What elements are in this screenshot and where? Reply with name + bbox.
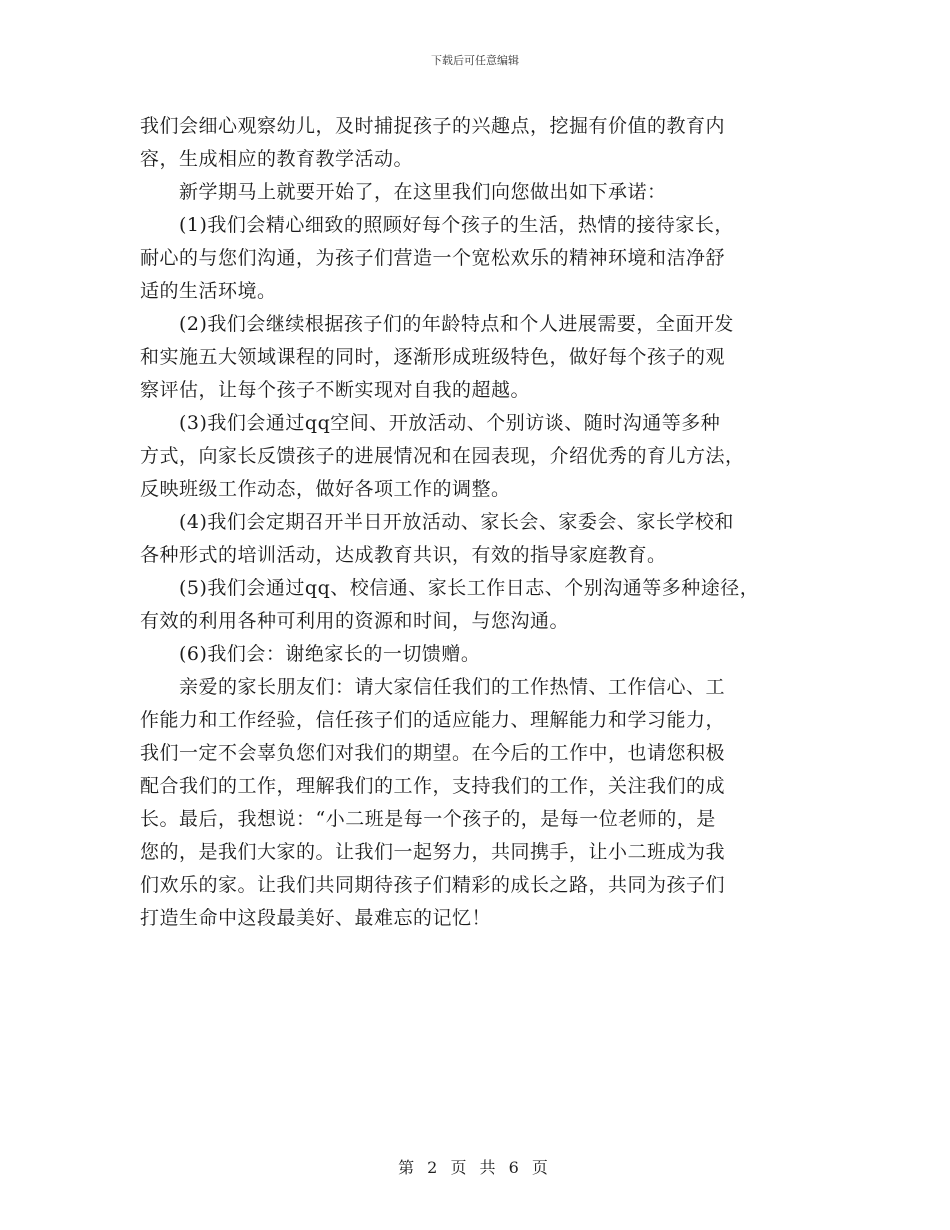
page-footer: 第 2 页 共 6 页 bbox=[398, 1158, 552, 1177]
paragraph-5: (3)我们会通过qq空间、开放活动、个别访谈、随时沟通等多种 方式，向家长反馈孩子的进展情况和在园表现，介绍优秀的育儿方法， 反映班级工作动态，做好各项工作的调整。 bbox=[140, 412, 745, 500]
document-body bbox=[140, 110, 830, 935]
paragraph-2: 新学期马上就要开始了，在这里我们向您做出如下承诺： bbox=[140, 181, 667, 203]
paragraph-6: (4)我们会定期召开半日开放活动、家长会、家委会、家长学校和 各种形式的培训活动，达成教育共识，有效的指导家庭教育。 bbox=[140, 511, 734, 566]
page-header: 下载后可任意编辑 bbox=[431, 54, 519, 67]
paragraph-9: 亲爱的家长朋友们：请大家信任我们的工作热情、工作信心、工 作能力和工作经验，信任孩子们的适应能力、理解能力和学习能力， 我们一定不会辜负您们对我们的期望。在今后的工作中，也请您积极 配合我们的工作，理解我们的工作，支持我们的工作，关注我们的成 长。最后，我想说：“小二班是每一个孩子的，是每一位老师的，是 您的，是我们大家的。让我们一起努力，共同携手，让小二班成为我 们欢乐的家。让我们共同期待孩子们精彩的成长之路，共同为孩子们 打造生命中这段最美好、最难忘的记忆！ bbox=[140, 676, 726, 929]
paragraph-8: (6)我们会：谢绝家长的一切馈赠。 bbox=[140, 643, 481, 665]
paragraph-3: (1)我们会精心细致的照顾好每个孩子的生活，热情的接待家长， 耐心的与您们沟通，为孩子们营造一个宽松欢乐的精神环境和洁净舒 适的生活环境。 bbox=[140, 214, 734, 302]
paragraph-4: (2)我们会继续根据孩子们的年龄特点和个人进展需要，全面开发 和实施五大领域课程的同时，逐渐形成班级特色，做好每个孩子的观 察评估，让每个孩子不断实现对自我的超越。 bbox=[140, 313, 734, 401]
paragraph-7: (5)我们会通过qq、校信通、家长工作日志、个别沟通等多种途径， 有效的利用各种可利用的资源和时间，与您沟通。 bbox=[140, 577, 760, 632]
paragraph-1: 我们会细心观察幼儿，及时捕捉孩子的兴趣点，挖掘有价值的教育内 容，生成相应的教育教学活动。 bbox=[140, 115, 726, 170]
